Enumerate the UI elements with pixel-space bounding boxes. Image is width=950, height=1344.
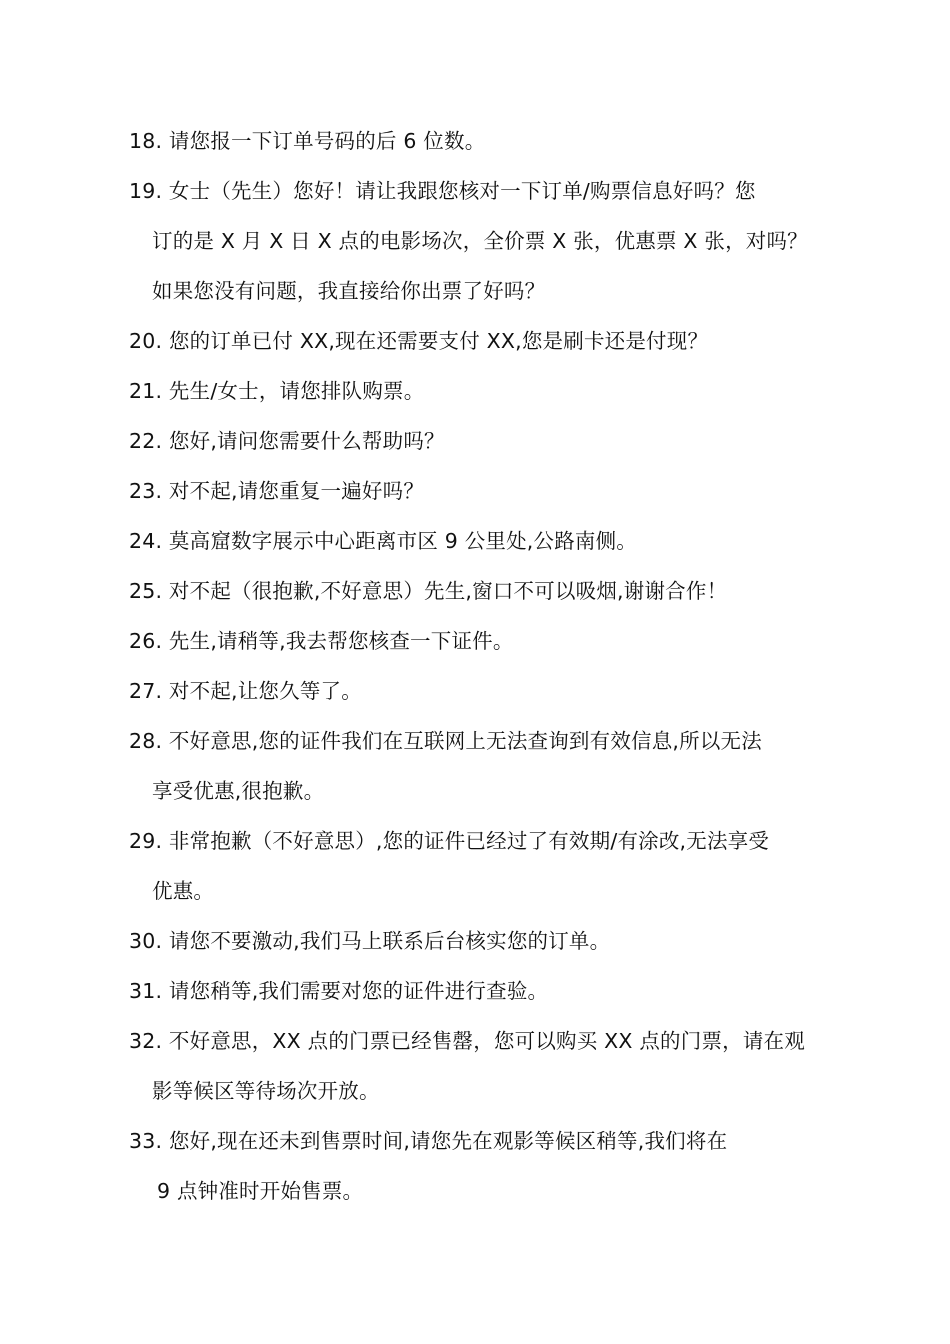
item-28-line-1: 28. 不好意思,您的证件我们在互联网上无法查询到有效信息,所以无法	[129, 729, 762, 753]
item-20-line-1: 20. 您的订单已付 XX,现在还需要支付 XX,您是刷卡还是付现？	[129, 329, 709, 353]
item-32-line-1: 32. 不好意思，XX 点的门票已经售罄，您可以购买 XX 点的门票，请在观	[129, 1029, 805, 1053]
list-item-26	[129, 616, 849, 666]
list-item-28	[129, 716, 849, 816]
list-item-31	[129, 966, 849, 1016]
item-27-line-1: 27. 对不起,让您久等了。	[129, 679, 362, 703]
item-23-line-1: 23. 对不起,请您重复一遍好吗？	[129, 479, 425, 503]
list-item-20	[129, 316, 849, 366]
list-item-24	[129, 516, 849, 566]
item-29-line-2: 优惠。	[152, 879, 215, 903]
list-item-18	[129, 116, 849, 166]
list-item-19	[129, 166, 849, 316]
item-19-line-2: 订的是 X 月 X 日 X 点的电影场次，全价票 X 张，优惠票 X 张，对吗？	[152, 229, 808, 253]
script-list	[129, 116, 849, 1216]
list-item-21	[129, 366, 849, 416]
item-21-line-1: 21. 先生/女士，请您排队购票。	[129, 379, 425, 403]
item-24-line-1: 24. 莫高窟数字展示中心距离市区 9 公里处,公路南侧。	[129, 529, 638, 553]
list-item-25	[129, 566, 849, 616]
list-item-33	[129, 1116, 849, 1216]
item-32-line-2: 影等候区等待场次开放。	[152, 1079, 380, 1103]
item-28-line-2: 享受优惠,很抱歉。	[152, 779, 325, 803]
item-33-line-2: 9 点钟准时开始售票。	[157, 1179, 364, 1203]
item-30-line-1: 30. 请您不要激动,我们马上联系后台核实您的订单。	[129, 929, 611, 953]
list-item-23	[129, 466, 849, 516]
item-26-line-1: 26. 先生,请稍等,我去帮您核查一下证件。	[129, 629, 514, 653]
item-18-line-1: 18. 请您报一下订单号码的后 6 位数。	[129, 129, 486, 153]
item-22-line-1: 22. 您好,请问您需要什么帮助吗？	[129, 429, 445, 453]
item-19-line-3: 如果您没有问题，我直接给你出票了好吗？	[152, 279, 546, 303]
item-29-line-1: 29. 非常抱歉（不好意思）,您的证件已经过了有效期/有涂改,无法享受	[129, 829, 770, 853]
item-31-line-1: 31. 请您稍等,我们需要对您的证件进行查验。	[129, 979, 549, 1003]
list-item-29	[129, 816, 849, 916]
item-33-line-1: 33. 您好,现在还未到售票时间,请您先在观影等候区稍等,我们将在	[129, 1129, 728, 1153]
item-19-line-1: 19. 女士（先生）您好！请让我跟您核对一下订单/购票信息好吗？您	[129, 179, 756, 203]
list-item-32	[129, 1016, 849, 1116]
list-item-27	[129, 666, 849, 716]
list-item-30	[129, 916, 849, 966]
list-item-22	[129, 416, 849, 466]
item-25-line-1: 25. 对不起（很抱歉,不好意思）先生,窗口不可以吸烟,谢谢合作！	[129, 579, 728, 603]
